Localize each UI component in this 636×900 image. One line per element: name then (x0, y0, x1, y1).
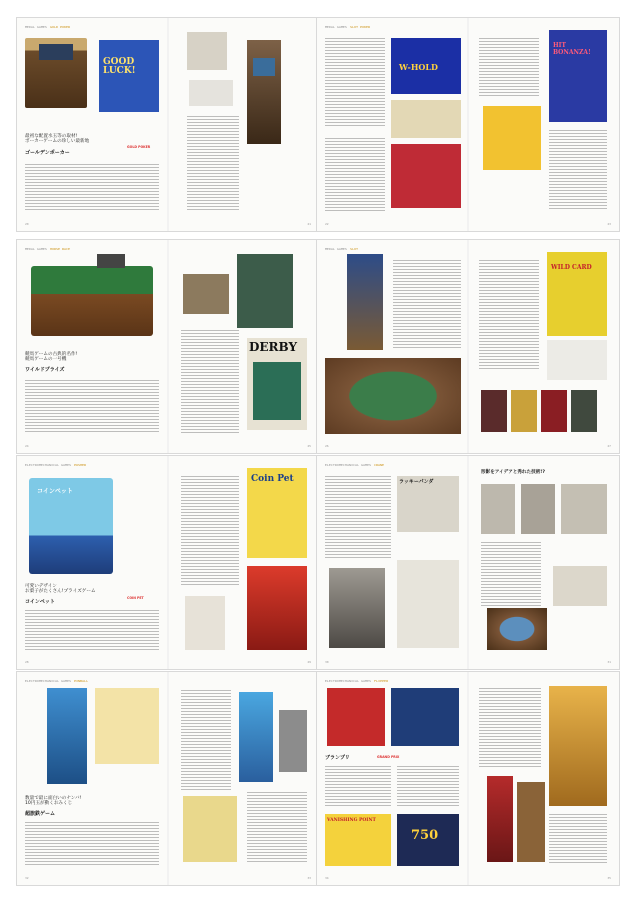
page-number-right: 23 (607, 222, 611, 226)
machine-row-4 (571, 390, 597, 432)
screen-photo (39, 44, 73, 60)
running-header: MEDAL GAMES GOLD POKER (25, 25, 71, 29)
750-sign: 750 (411, 828, 439, 843)
game-title: ワイルドプライズ (25, 367, 65, 373)
running-header: ELECTROMECHANICAL GAMES PUSHER (25, 463, 87, 467)
spread-6 (317, 456, 619, 669)
page-number-right: 35 (607, 876, 611, 880)
running-header: MEDAL GAMES SLOT (325, 247, 359, 251)
game-tag: GOLD POKER (127, 145, 151, 149)
spread-2 (317, 18, 619, 231)
w-hold-sign: W-HOLD (399, 62, 438, 72)
body-text (325, 476, 391, 560)
cabinet-photo-tall (239, 692, 273, 782)
horse-race-table-photo (31, 266, 153, 336)
feature-caption: 数量で最に面白いのナンバ! 10円玉が動くおみくじ (25, 796, 82, 807)
page-number-right: 27 (607, 444, 611, 448)
spread-8 (317, 672, 619, 885)
body-text-4 (549, 814, 607, 864)
page-number-left: 30 (325, 660, 329, 664)
machine-row-2 (511, 390, 537, 432)
derby-board (253, 362, 301, 420)
pusher-photo (247, 566, 307, 650)
body-text-2 (325, 138, 385, 212)
body-text-2 (397, 766, 459, 806)
playfield-illustration (95, 688, 159, 764)
machine-row-1 (481, 390, 507, 432)
wall-machine-photo (549, 686, 607, 806)
slot-cabinet-photo (347, 254, 383, 350)
table-photo (553, 566, 607, 606)
page-number-left: 32 (25, 876, 29, 880)
flipper-photo-a (327, 688, 385, 746)
prize-photo (185, 596, 225, 650)
machine-row-3 (541, 390, 567, 432)
wood-cabinet-photo (517, 782, 545, 862)
playfield-photo (183, 796, 237, 862)
game-title: 超旅鉄ゲーム (25, 811, 56, 817)
body-text-2 (181, 330, 239, 434)
body-text-2 (481, 542, 541, 606)
body-text (25, 380, 159, 432)
cabinet-photo-small (279, 710, 307, 772)
cabinet-photo-tall (247, 40, 281, 144)
body-text (25, 164, 159, 210)
body-text-3 (479, 688, 541, 768)
spread-4 (317, 240, 619, 453)
lucky-panda-sign: ラッキーパンダ (399, 479, 434, 485)
wild-card-sign: WILD CARD (551, 264, 592, 271)
flyer-bottom (391, 144, 461, 208)
feature-caption: 形影をアイデアと秀れた技術!? (481, 470, 546, 475)
cabinet-photo (237, 254, 293, 328)
running-header: ELECTROMECHANICAL GAMES CRANE (325, 463, 385, 467)
page-number-left: 26 (325, 444, 329, 448)
crane-cabinet-photo (329, 568, 385, 648)
page-number-right: 33 (307, 876, 311, 880)
game-tag: GRAND PRIX (377, 755, 400, 759)
body-text-2 (181, 690, 231, 790)
page-number-left: 28 (25, 660, 29, 664)
spread-1 (17, 18, 319, 231)
coin-pet-sign: コインペット (37, 488, 73, 495)
page-number-right: 21 (307, 222, 311, 226)
spread-7 (17, 672, 319, 885)
body-text (325, 38, 385, 128)
red-cabinet-photo (487, 776, 513, 862)
cabinet-photo (483, 106, 541, 170)
reel-photo (189, 80, 233, 106)
good-luck-sign: GOOD LUCK! (103, 57, 136, 76)
page-number-right: 31 (607, 660, 611, 664)
body-text (25, 610, 159, 650)
running-header: ELECTROMECHANICAL GAMES FLIPPER (325, 679, 389, 683)
vanishing-point-sign: VANISHING POINT (327, 818, 376, 823)
poker-flyer-photo (99, 40, 159, 112)
game-tag: COIN PET (127, 596, 144, 600)
pinball-cabinet-photo (47, 688, 87, 784)
machine-photo-c (561, 484, 607, 534)
feature-caption: 最初な配置水玉等の取材! ボーカーゲームの珍しい最新地 (25, 134, 90, 145)
body-text (25, 822, 159, 866)
page-number-left: 22 (325, 222, 329, 226)
page-number-left: 34 (325, 876, 329, 880)
feature-caption: 競馬ゲームの古典的名作! 競馬ゲームの一号機 (25, 352, 78, 363)
running-header: ELECTROMECHANICAL GAMES PINBALL (25, 679, 89, 683)
body-text (325, 766, 391, 806)
coin-pet-logo: Coin Pet (251, 474, 294, 484)
machine-photo (183, 274, 229, 314)
machine-photo-b (521, 484, 555, 534)
hit-bonanza-sign: HIT BONANZA! (553, 42, 591, 56)
body-text (393, 260, 461, 350)
race-table-photo (325, 358, 461, 434)
running-header: MEDAL GAMES HORSE RACE (25, 247, 71, 251)
spread-5 (17, 456, 319, 669)
screen-photo-2 (253, 58, 275, 76)
game-title: ゴールデンポーカー (25, 150, 70, 156)
page-number-left: 24 (25, 444, 29, 448)
machine-photo-2 (187, 32, 227, 70)
page-number-right: 25 (307, 444, 311, 448)
feature-caption: 可愛いデザイン お菓子がたくさん!プライズゲーム (25, 584, 96, 595)
body-text-3 (479, 38, 539, 98)
score-board (97, 254, 125, 268)
game-title: コインペット (25, 599, 55, 605)
flipper-photo-b (391, 688, 459, 746)
body-text-4 (549, 130, 607, 210)
body-text-2 (479, 260, 539, 370)
page-number-right: 29 (307, 660, 311, 664)
body-text-2 (187, 116, 239, 212)
page-number-left: 20 (25, 222, 29, 226)
flyer-poker-ad (391, 100, 461, 138)
game-title: ブランプリ (325, 755, 350, 761)
spread-3 (17, 240, 319, 453)
crane-cabinet-photo-2 (397, 560, 459, 648)
body-text-2 (181, 476, 239, 586)
body-text-3 (247, 792, 307, 864)
running-header: MEDAL GAMES SLOT POKER (325, 25, 371, 29)
machine-photo-a (481, 484, 515, 534)
pachinko-table-photo (487, 608, 547, 650)
comic-illustration (547, 340, 607, 380)
derby-sign: DERBY (249, 340, 298, 354)
